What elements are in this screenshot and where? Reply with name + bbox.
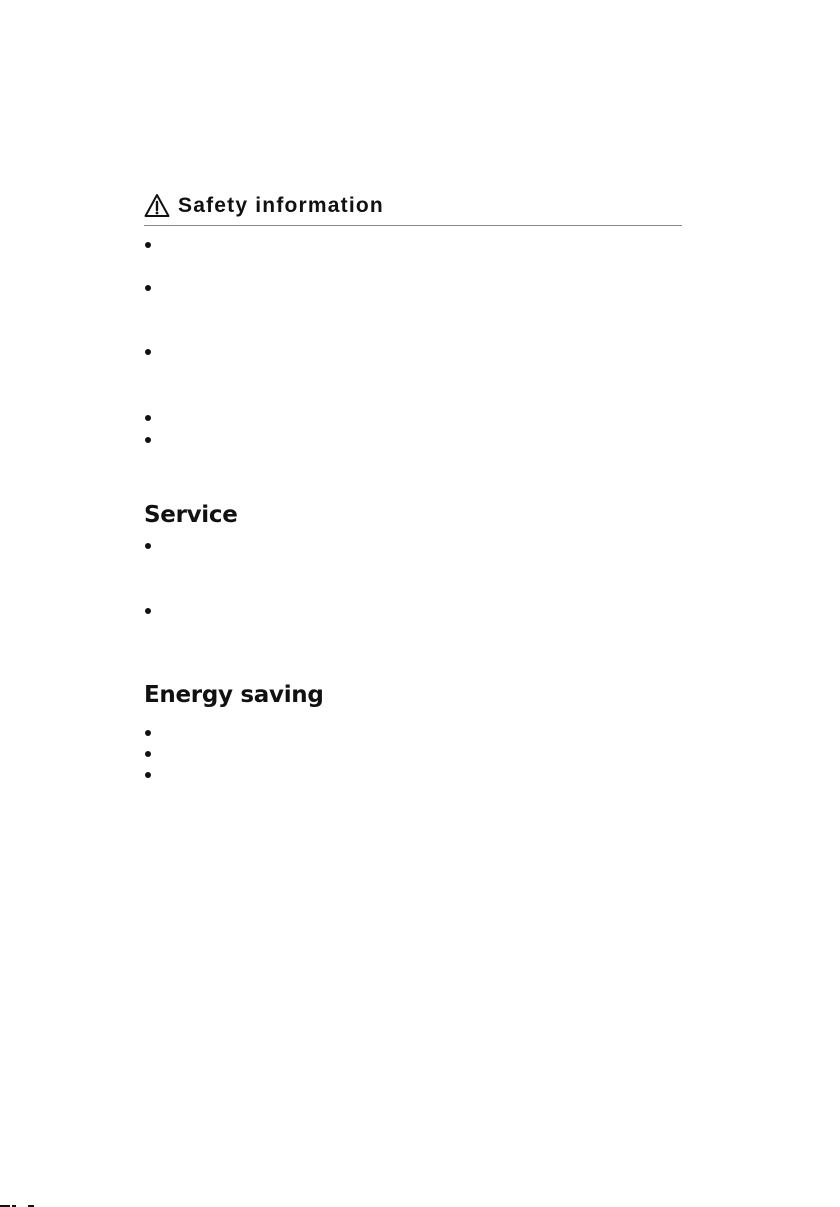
energy-section-header	[144, 680, 324, 710]
service-section-title: Service	[144, 502, 238, 528]
safety-bullet	[145, 285, 151, 291]
safety-bullet	[145, 437, 151, 443]
safety-bullet	[145, 415, 151, 421]
safety-bullet	[145, 349, 151, 355]
safety-bullet	[145, 242, 151, 248]
energy-section-title: Energy saving	[144, 682, 324, 708]
safety-section-title: Safety information	[178, 194, 384, 217]
service-bullet	[145, 608, 151, 614]
safety-section-header	[144, 193, 682, 226]
service-bullet	[145, 543, 151, 549]
energy-bullet	[145, 751, 151, 757]
service-section-header	[144, 500, 238, 530]
energy-bullet	[145, 772, 151, 778]
warning-triangle-icon	[144, 193, 170, 219]
energy-bullet	[145, 730, 151, 736]
